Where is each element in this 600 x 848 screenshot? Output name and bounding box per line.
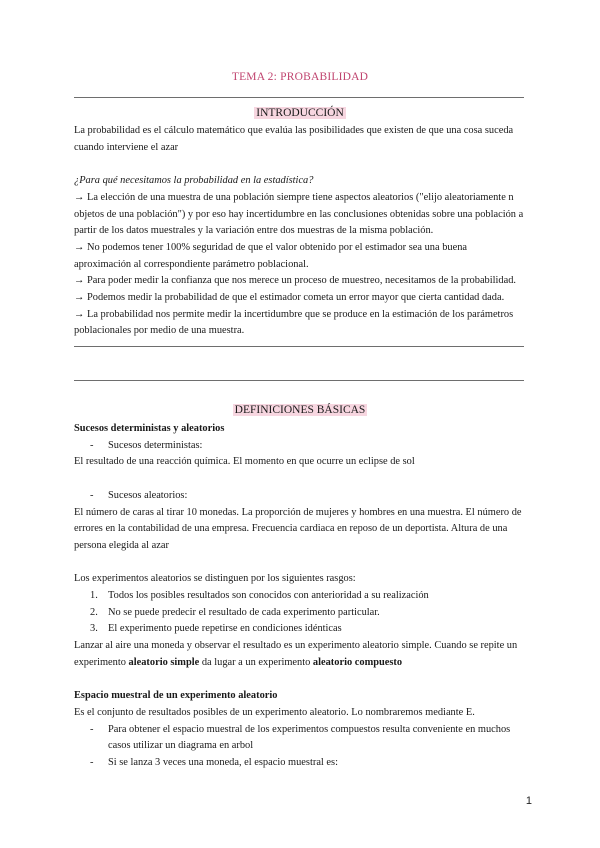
intro-question: ¿Para qué necesitamos la probabilidad en la estadística?: [74, 175, 314, 187]
bold-term: aleatorio compuesto: [312, 656, 403, 668]
numbered-item: 3. El experimento puede repetirse en condiciones idénticas: [74, 621, 526, 638]
document-title: TEMA 2: PROBABILIDAD: [231, 71, 369, 83]
arrow-line: objetos de una población") y por eso hay incertidumbre en las conclusiones obtenidas sobre una población a: [74, 208, 524, 220]
section-heading-definiciones: DEFINICIONES BÁSICAS: [234, 404, 366, 416]
item-number: 2.: [90, 606, 98, 618]
intro-paragraph-line: cuando interviene el azar: [74, 141, 179, 153]
bullet-item: - Para obtener el espacio muestral de los experimentos compuestos resulta conveniente en muchos: [74, 722, 526, 739]
lanzar-line: experimento aleatorio simple da lugar a un experimento aleatorio compuesto: [74, 656, 403, 668]
arrow-line: → Podemos medir la probabilidad de que el estimador cometa un error mayor que cierta cantidad dada.: [74, 292, 505, 304]
subheading-espacio-muestral: Espacio muestral de un experimento aleatorio: [74, 690, 278, 702]
random-examples-line: errores en la contabilidad de una empresa. Frecuencia cardiaca en reposo de un deportista. Altura de una: [74, 523, 508, 535]
bullet-mark: -: [90, 489, 94, 501]
arrow-line: → La probabilidad nos permite medir la incertidumbre que se produce en la estimación de los parámetros: [74, 308, 514, 320]
arrow-line: poblacionales por medio de una muestra.: [74, 325, 245, 337]
bullet-mark: -: [90, 757, 94, 769]
lanzar-line: Lanzar al aire una moneda y observar el resultado es un experimento aleatorio simple. Cuando se repite un: [74, 640, 518, 652]
subheading-sucesos: Sucesos deterministas y aleatorios: [74, 423, 225, 434]
title-divider: [74, 97, 524, 98]
bullet-continuation: casos utilizar un diagrama en arbol: [108, 740, 254, 752]
random-examples-line: El número de caras al tirar 10 monedas. La proporción de mujeres y hombres en una muestra. El número de: [74, 506, 522, 518]
section-divider: [74, 346, 524, 347]
rasgos-intro: Los experimentos aleatorios se distinguen por los siguientes rasgos:: [74, 573, 356, 585]
section-heading-introduccion: INTRODUCCIÓN: [256, 107, 344, 119]
bold-term: aleatorio simple: [128, 656, 200, 668]
bullet-item: - Sucesos aleatorios:: [74, 488, 526, 505]
intro-paragraph-line: La probabilidad es el cálculo matemático que evalúa las posibilidades que existen de que una cosa suceda: [74, 125, 514, 136]
deterministic-examples: El resultado de una reacción química. El momento en que ocurre un eclipse de sol: [74, 456, 415, 468]
espacio-definition: Es el conjunto de resultados posibles de un experimento aleatorio. Lo nombraremos mediante E.: [74, 706, 475, 718]
numbered-item: 2. No se puede predecir el resultado de cada experimento particular.: [74, 605, 526, 622]
item-number: 3.: [90, 623, 98, 635]
definitions-block: [74, 421, 526, 772]
page-number: 1: [525, 795, 532, 807]
numbered-item: 1. Todos los posibles resultados son conocidos con anterioridad a su realización: [74, 588, 526, 605]
bullet-item: - Sucesos deterministas:: [74, 438, 526, 455]
arrow-line: aproximación al correspondiente parámetro poblacional.: [74, 258, 309, 270]
intro-block: [74, 123, 526, 340]
arrow-line: partir de los datos muestrales y la variación entre dos muestras de la misma población.: [74, 225, 434, 237]
arrow-line: → No podemos tener 100% seguridad de que el valor obtenido por el estimador sea una buena: [74, 241, 467, 253]
random-examples-line: persona elegida al azar: [74, 539, 169, 551]
section-divider: [74, 380, 524, 381]
bullet-item: - Si se lanza 3 veces una moneda, el espacio muestral es:: [74, 755, 526, 772]
bullet-mark: -: [90, 439, 94, 451]
bullet-mark: -: [90, 723, 94, 735]
item-number: 1.: [90, 590, 98, 601]
arrow-line: → La elección de una muestra de una población siempre tiene aspectos aleatorios ("elijo aleatoriamente n: [74, 191, 514, 203]
arrow-line: → Para poder medir la confianza que nos merece un proceso de muestreo, necesitamos de la probabilidad.: [74, 275, 517, 287]
